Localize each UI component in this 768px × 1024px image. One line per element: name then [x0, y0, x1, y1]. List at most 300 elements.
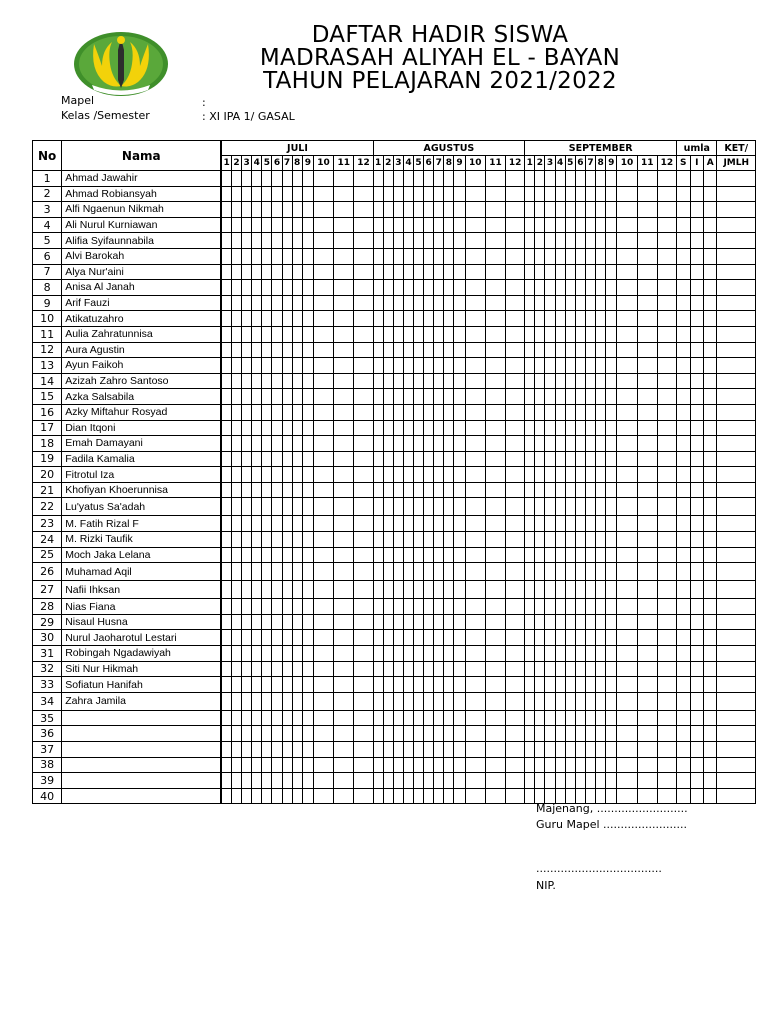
attendance-cell[interactable]	[575, 436, 585, 452]
attendance-cell[interactable]	[585, 482, 595, 498]
attendance-cell[interactable]	[252, 171, 262, 187]
attendance-cell[interactable]	[414, 248, 424, 264]
attendance-cell[interactable]	[231, 726, 241, 742]
attendance-cell[interactable]	[414, 451, 424, 467]
attendance-cell[interactable]	[354, 404, 373, 420]
attendance-cell[interactable]	[657, 280, 676, 296]
attendance-cell[interactable]	[252, 264, 262, 280]
attendance-cell[interactable]	[434, 516, 444, 532]
attendance-cell[interactable]	[565, 373, 575, 389]
attendance-cell[interactable]	[242, 532, 252, 548]
attendance-cell[interactable]	[354, 311, 373, 327]
attendance-cell[interactable]	[262, 264, 272, 280]
attendance-cell[interactable]	[354, 389, 373, 405]
attendance-cell[interactable]	[657, 773, 676, 789]
attendance-cell[interactable]	[677, 599, 690, 615]
attendance-cell[interactable]	[302, 646, 313, 662]
attendance-cell[interactable]	[373, 757, 383, 773]
attendance-cell[interactable]	[272, 202, 282, 218]
attendance-cell[interactable]	[373, 532, 383, 548]
attendance-cell[interactable]	[434, 547, 444, 563]
attendance-cell[interactable]	[565, 467, 575, 483]
attendance-cell[interactable]	[383, 171, 393, 187]
attendance-cell[interactable]	[221, 630, 231, 646]
attendance-cell[interactable]	[606, 482, 617, 498]
attendance-cell[interactable]	[393, 630, 403, 646]
attendance-cell[interactable]	[525, 532, 535, 548]
attendance-cell[interactable]	[354, 498, 373, 516]
attendance-cell[interactable]	[485, 264, 505, 280]
attendance-cell[interactable]	[575, 217, 585, 233]
attendance-cell[interactable]	[282, 202, 292, 218]
attendance-cell[interactable]	[434, 788, 444, 804]
attendance-cell[interactable]	[677, 677, 690, 693]
attendance-cell[interactable]	[434, 614, 444, 630]
attendance-cell[interactable]	[282, 451, 292, 467]
attendance-cell[interactable]	[383, 420, 393, 436]
attendance-cell[interactable]	[465, 311, 485, 327]
attendance-cell[interactable]	[525, 186, 535, 202]
attendance-cell[interactable]	[383, 757, 393, 773]
attendance-cell[interactable]	[717, 342, 756, 358]
attendance-cell[interactable]	[444, 186, 454, 202]
attendance-cell[interactable]	[454, 661, 465, 677]
attendance-cell[interactable]	[525, 516, 535, 532]
attendance-cell[interactable]	[485, 547, 505, 563]
attendance-cell[interactable]	[565, 342, 575, 358]
attendance-cell[interactable]	[657, 692, 676, 710]
attendance-cell[interactable]	[525, 563, 535, 581]
attendance-cell[interactable]	[465, 264, 485, 280]
attendance-cell[interactable]	[373, 171, 383, 187]
attendance-cell[interactable]	[703, 482, 717, 498]
attendance-cell[interactable]	[393, 373, 403, 389]
attendance-cell[interactable]	[231, 358, 241, 374]
attendance-cell[interactable]	[585, 614, 595, 630]
attendance-cell[interactable]	[545, 420, 555, 436]
attendance-cell[interactable]	[354, 677, 373, 693]
attendance-cell[interactable]	[434, 295, 444, 311]
attendance-cell[interactable]	[242, 614, 252, 630]
attendance-cell[interactable]	[403, 202, 413, 218]
attendance-cell[interactable]	[242, 742, 252, 758]
attendance-cell[interactable]	[454, 630, 465, 646]
attendance-cell[interactable]	[535, 646, 545, 662]
attendance-cell[interactable]	[282, 404, 292, 420]
attendance-cell[interactable]	[272, 563, 282, 581]
attendance-cell[interactable]	[221, 581, 231, 599]
attendance-cell[interactable]	[703, 326, 717, 342]
attendance-cell[interactable]	[485, 661, 505, 677]
attendance-cell[interactable]	[555, 217, 565, 233]
attendance-cell[interactable]	[334, 358, 354, 374]
attendance-cell[interactable]	[414, 614, 424, 630]
attendance-cell[interactable]	[262, 773, 272, 789]
attendance-cell[interactable]	[485, 710, 505, 726]
attendance-cell[interactable]	[485, 677, 505, 693]
attendance-cell[interactable]	[221, 482, 231, 498]
attendance-cell[interactable]	[444, 373, 454, 389]
attendance-cell[interactable]	[535, 436, 545, 452]
attendance-cell[interactable]	[414, 563, 424, 581]
attendance-cell[interactable]	[383, 516, 393, 532]
attendance-cell[interactable]	[606, 599, 617, 615]
attendance-cell[interactable]	[585, 516, 595, 532]
attendance-cell[interactable]	[393, 614, 403, 630]
attendance-cell[interactable]	[403, 532, 413, 548]
attendance-cell[interactable]	[575, 248, 585, 264]
attendance-cell[interactable]	[485, 404, 505, 420]
attendance-cell[interactable]	[373, 358, 383, 374]
attendance-cell[interactable]	[617, 467, 637, 483]
attendance-cell[interactable]	[231, 742, 241, 758]
attendance-cell[interactable]	[302, 630, 313, 646]
attendance-cell[interactable]	[465, 482, 485, 498]
attendance-cell[interactable]	[313, 661, 333, 677]
attendance-cell[interactable]	[444, 436, 454, 452]
attendance-cell[interactable]	[717, 581, 756, 599]
attendance-cell[interactable]	[231, 202, 241, 218]
attendance-cell[interactable]	[606, 692, 617, 710]
attendance-cell[interactable]	[282, 547, 292, 563]
attendance-cell[interactable]	[465, 710, 485, 726]
attendance-cell[interactable]	[596, 264, 606, 280]
attendance-cell[interactable]	[403, 248, 413, 264]
attendance-cell[interactable]	[690, 646, 703, 662]
attendance-cell[interactable]	[657, 342, 676, 358]
attendance-cell[interactable]	[535, 547, 545, 563]
attendance-cell[interactable]	[454, 420, 465, 436]
attendance-cell[interactable]	[555, 404, 565, 420]
attendance-cell[interactable]	[334, 788, 354, 804]
attendance-cell[interactable]	[242, 295, 252, 311]
attendance-cell[interactable]	[272, 677, 282, 693]
attendance-cell[interactable]	[454, 389, 465, 405]
attendance-cell[interactable]	[262, 280, 272, 296]
attendance-cell[interactable]	[242, 773, 252, 789]
attendance-cell[interactable]	[393, 547, 403, 563]
attendance-cell[interactable]	[575, 186, 585, 202]
attendance-cell[interactable]	[525, 404, 535, 420]
attendance-cell[interactable]	[485, 248, 505, 264]
attendance-cell[interactable]	[485, 482, 505, 498]
attendance-cell[interactable]	[555, 516, 565, 532]
attendance-cell[interactable]	[403, 482, 413, 498]
attendance-cell[interactable]	[403, 389, 413, 405]
attendance-cell[interactable]	[292, 217, 302, 233]
attendance-cell[interactable]	[334, 373, 354, 389]
attendance-cell[interactable]	[221, 280, 231, 296]
attendance-cell[interactable]	[717, 171, 756, 187]
attendance-cell[interactable]	[354, 248, 373, 264]
attendance-cell[interactable]	[606, 498, 617, 516]
attendance-cell[interactable]	[717, 264, 756, 280]
attendance-cell[interactable]	[506, 342, 525, 358]
attendance-cell[interactable]	[703, 563, 717, 581]
attendance-cell[interactable]	[302, 342, 313, 358]
attendance-cell[interactable]	[221, 451, 231, 467]
attendance-cell[interactable]	[465, 404, 485, 420]
attendance-cell[interactable]	[575, 467, 585, 483]
attendance-cell[interactable]	[545, 280, 555, 296]
attendance-cell[interactable]	[403, 547, 413, 563]
attendance-cell[interactable]	[703, 677, 717, 693]
attendance-cell[interactable]	[393, 677, 403, 693]
attendance-cell[interactable]	[354, 467, 373, 483]
attendance-cell[interactable]	[525, 436, 535, 452]
attendance-cell[interactable]	[434, 661, 444, 677]
attendance-cell[interactable]	[657, 677, 676, 693]
attendance-cell[interactable]	[657, 358, 676, 374]
attendance-cell[interactable]	[506, 373, 525, 389]
attendance-cell[interactable]	[292, 677, 302, 693]
attendance-cell[interactable]	[354, 581, 373, 599]
attendance-cell[interactable]	[717, 326, 756, 342]
attendance-cell[interactable]	[252, 217, 262, 233]
attendance-cell[interactable]	[373, 516, 383, 532]
attendance-cell[interactable]	[555, 630, 565, 646]
attendance-cell[interactable]	[262, 482, 272, 498]
attendance-cell[interactable]	[657, 233, 676, 249]
attendance-cell[interactable]	[677, 692, 690, 710]
attendance-cell[interactable]	[393, 389, 403, 405]
attendance-cell[interactable]	[424, 630, 434, 646]
attendance-cell[interactable]	[383, 326, 393, 342]
attendance-cell[interactable]	[703, 436, 717, 452]
attendance-cell[interactable]	[596, 726, 606, 742]
attendance-cell[interactable]	[393, 581, 403, 599]
attendance-cell[interactable]	[617, 630, 637, 646]
attendance-cell[interactable]	[282, 295, 292, 311]
attendance-cell[interactable]	[221, 563, 231, 581]
attendance-cell[interactable]	[657, 202, 676, 218]
attendance-cell[interactable]	[262, 692, 272, 710]
attendance-cell[interactable]	[302, 358, 313, 374]
attendance-cell[interactable]	[444, 547, 454, 563]
attendance-cell[interactable]	[334, 295, 354, 311]
attendance-cell[interactable]	[252, 661, 262, 677]
attendance-cell[interactable]	[221, 186, 231, 202]
attendance-cell[interactable]	[703, 661, 717, 677]
attendance-cell[interactable]	[313, 202, 333, 218]
attendance-cell[interactable]	[292, 202, 302, 218]
attendance-cell[interactable]	[535, 677, 545, 693]
attendance-cell[interactable]	[334, 404, 354, 420]
attendance-cell[interactable]	[565, 186, 575, 202]
attendance-cell[interactable]	[585, 389, 595, 405]
attendance-cell[interactable]	[403, 373, 413, 389]
attendance-cell[interactable]	[690, 599, 703, 615]
attendance-cell[interactable]	[444, 342, 454, 358]
attendance-cell[interactable]	[677, 202, 690, 218]
attendance-cell[interactable]	[637, 516, 657, 532]
attendance-cell[interactable]	[596, 614, 606, 630]
attendance-cell[interactable]	[575, 326, 585, 342]
attendance-cell[interactable]	[434, 532, 444, 548]
attendance-cell[interactable]	[282, 326, 292, 342]
attendance-cell[interactable]	[393, 773, 403, 789]
attendance-cell[interactable]	[282, 280, 292, 296]
attendance-cell[interactable]	[313, 217, 333, 233]
attendance-cell[interactable]	[424, 233, 434, 249]
attendance-cell[interactable]	[637, 482, 657, 498]
attendance-cell[interactable]	[703, 773, 717, 789]
attendance-cell[interactable]	[292, 358, 302, 374]
attendance-cell[interactable]	[596, 404, 606, 420]
attendance-cell[interactable]	[313, 742, 333, 758]
attendance-cell[interactable]	[606, 295, 617, 311]
attendance-cell[interactable]	[465, 342, 485, 358]
attendance-cell[interactable]	[424, 532, 434, 548]
attendance-cell[interactable]	[465, 742, 485, 758]
attendance-cell[interactable]	[596, 692, 606, 710]
attendance-cell[interactable]	[555, 295, 565, 311]
attendance-cell[interactable]	[677, 264, 690, 280]
attendance-cell[interactable]	[555, 373, 565, 389]
attendance-cell[interactable]	[465, 436, 485, 452]
attendance-cell[interactable]	[373, 788, 383, 804]
attendance-cell[interactable]	[414, 757, 424, 773]
attendance-cell[interactable]	[414, 581, 424, 599]
attendance-cell[interactable]	[334, 599, 354, 615]
attendance-cell[interactable]	[617, 436, 637, 452]
attendance-cell[interactable]	[221, 217, 231, 233]
attendance-cell[interactable]	[690, 171, 703, 187]
attendance-cell[interactable]	[313, 757, 333, 773]
attendance-cell[interactable]	[272, 630, 282, 646]
attendance-cell[interactable]	[302, 710, 313, 726]
attendance-cell[interactable]	[575, 358, 585, 374]
attendance-cell[interactable]	[565, 233, 575, 249]
attendance-cell[interactable]	[637, 404, 657, 420]
attendance-cell[interactable]	[444, 264, 454, 280]
attendance-cell[interactable]	[252, 630, 262, 646]
attendance-cell[interactable]	[414, 467, 424, 483]
attendance-cell[interactable]	[617, 710, 637, 726]
attendance-cell[interactable]	[606, 280, 617, 296]
attendance-cell[interactable]	[354, 547, 373, 563]
attendance-cell[interactable]	[354, 692, 373, 710]
attendance-cell[interactable]	[302, 742, 313, 758]
attendance-cell[interactable]	[617, 773, 637, 789]
attendance-cell[interactable]	[506, 599, 525, 615]
attendance-cell[interactable]	[485, 646, 505, 662]
attendance-cell[interactable]	[334, 482, 354, 498]
attendance-cell[interactable]	[575, 742, 585, 758]
attendance-cell[interactable]	[444, 692, 454, 710]
attendance-cell[interactable]	[565, 436, 575, 452]
attendance-cell[interactable]	[424, 373, 434, 389]
attendance-cell[interactable]	[282, 710, 292, 726]
attendance-cell[interactable]	[393, 710, 403, 726]
attendance-cell[interactable]	[242, 710, 252, 726]
attendance-cell[interactable]	[262, 436, 272, 452]
attendance-cell[interactable]	[313, 646, 333, 662]
attendance-cell[interactable]	[414, 742, 424, 758]
attendance-cell[interactable]	[414, 389, 424, 405]
attendance-cell[interactable]	[617, 516, 637, 532]
attendance-cell[interactable]	[383, 202, 393, 218]
attendance-cell[interactable]	[677, 358, 690, 374]
attendance-cell[interactable]	[282, 788, 292, 804]
attendance-cell[interactable]	[393, 692, 403, 710]
attendance-cell[interactable]	[506, 326, 525, 342]
attendance-cell[interactable]	[313, 630, 333, 646]
attendance-cell[interactable]	[555, 467, 565, 483]
attendance-cell[interactable]	[383, 646, 393, 662]
attendance-cell[interactable]	[252, 710, 262, 726]
attendance-cell[interactable]	[414, 264, 424, 280]
attendance-cell[interactable]	[565, 264, 575, 280]
attendance-cell[interactable]	[525, 646, 535, 662]
attendance-cell[interactable]	[703, 547, 717, 563]
attendance-cell[interactable]	[262, 757, 272, 773]
attendance-cell[interactable]	[272, 599, 282, 615]
attendance-cell[interactable]	[555, 498, 565, 516]
attendance-cell[interactable]	[221, 171, 231, 187]
attendance-cell[interactable]	[657, 532, 676, 548]
attendance-cell[interactable]	[334, 389, 354, 405]
attendance-cell[interactable]	[575, 264, 585, 280]
attendance-cell[interactable]	[354, 710, 373, 726]
attendance-cell[interactable]	[252, 451, 262, 467]
attendance-cell[interactable]	[717, 248, 756, 264]
attendance-cell[interactable]	[334, 516, 354, 532]
attendance-cell[interactable]	[292, 264, 302, 280]
attendance-cell[interactable]	[617, 451, 637, 467]
attendance-cell[interactable]	[506, 171, 525, 187]
attendance-cell[interactable]	[545, 692, 555, 710]
attendance-cell[interactable]	[282, 233, 292, 249]
attendance-cell[interactable]	[444, 516, 454, 532]
attendance-cell[interactable]	[252, 788, 262, 804]
attendance-cell[interactable]	[535, 280, 545, 296]
attendance-cell[interactable]	[242, 373, 252, 389]
attendance-cell[interactable]	[292, 373, 302, 389]
attendance-cell[interactable]	[424, 451, 434, 467]
attendance-cell[interactable]	[313, 710, 333, 726]
attendance-cell[interactable]	[485, 311, 505, 327]
attendance-cell[interactable]	[637, 248, 657, 264]
attendance-cell[interactable]	[585, 217, 595, 233]
attendance-cell[interactable]	[717, 547, 756, 563]
attendance-cell[interactable]	[465, 547, 485, 563]
attendance-cell[interactable]	[575, 233, 585, 249]
attendance-cell[interactable]	[465, 581, 485, 599]
attendance-cell[interactable]	[717, 677, 756, 693]
attendance-cell[interactable]	[354, 295, 373, 311]
attendance-cell[interactable]	[454, 773, 465, 789]
attendance-cell[interactable]	[637, 614, 657, 630]
attendance-cell[interactable]	[403, 233, 413, 249]
attendance-cell[interactable]	[506, 217, 525, 233]
attendance-cell[interactable]	[596, 171, 606, 187]
attendance-cell[interactable]	[465, 757, 485, 773]
attendance-cell[interactable]	[272, 661, 282, 677]
attendance-cell[interactable]	[414, 498, 424, 516]
attendance-cell[interactable]	[334, 630, 354, 646]
attendance-cell[interactable]	[414, 710, 424, 726]
attendance-cell[interactable]	[393, 248, 403, 264]
attendance-cell[interactable]	[606, 264, 617, 280]
attendance-cell[interactable]	[272, 788, 282, 804]
attendance-cell[interactable]	[545, 710, 555, 726]
attendance-cell[interactable]	[596, 358, 606, 374]
attendance-cell[interactable]	[596, 451, 606, 467]
attendance-cell[interactable]	[383, 581, 393, 599]
attendance-cell[interactable]	[555, 358, 565, 374]
attendance-cell[interactable]	[617, 646, 637, 662]
